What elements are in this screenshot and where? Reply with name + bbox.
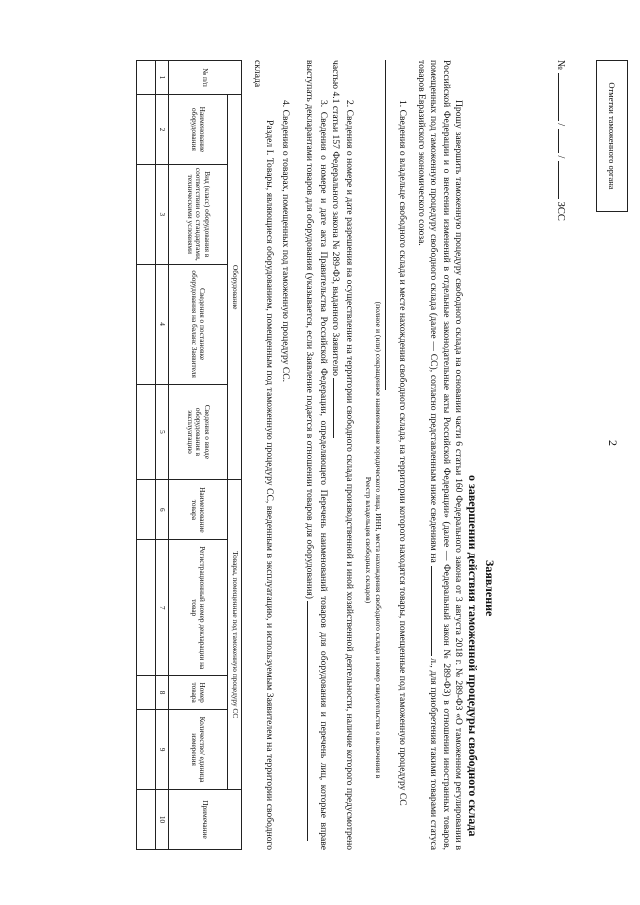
section-1-text: 1. Сведения о владельце свободного склада и месте нахождения свободного склада, на территории которого находятся товары, помещенные под таможенную процедуру СС [397, 100, 408, 806]
table-cell[interactable] [137, 164, 156, 264]
column-number: 4 [156, 264, 169, 384]
table-cell[interactable] [137, 480, 156, 540]
page-number: 2 [606, 440, 620, 446]
document-title: Заявление [483, 560, 497, 617]
column-number: 3 [156, 164, 169, 264]
table-column-numbers-row [156, 61, 169, 850]
section-4-heading: 4. Сведения о товарах, помещенных под таможенную процедуру СС. [280, 100, 291, 383]
registration-number-line [555, 60, 568, 221]
registration-blank-1[interactable] [558, 73, 568, 121]
goods-table [136, 60, 242, 850]
column-number: 5 [156, 384, 169, 480]
table-cell[interactable] [137, 264, 156, 384]
table-cell[interactable] [137, 61, 156, 95]
part-1-paragraph [252, 60, 275, 850]
table-cell[interactable] [137, 789, 156, 849]
table-header-cell: Наименование оборудования [169, 94, 228, 164]
section-2-blank[interactable] [333, 378, 343, 438]
customs-marks-label: Отметки таможенного органа [607, 82, 617, 190]
table-header-cell: Номер товара [169, 676, 228, 710]
registration-suffix: ЗСС [555, 201, 566, 221]
section-3-paragraph [304, 60, 329, 850]
section-2-text: 2. Сведения о номере и дате разрешения на осуществление на территории свободного склада производственной и иной хозяйственной деятельности, наличие которого предусмотрено частью 4.1 статьи 157 Федерального закона № 289-ФЗ, выданного Заявителю [330, 60, 355, 850]
registration-prefix: № [555, 60, 566, 71]
table-header-cell: Примечание [169, 789, 242, 849]
registration-blank-3[interactable] [558, 161, 568, 199]
table-header-cell: Сведения о постановке оборудования на баланс Заявителя [169, 264, 228, 384]
column-number: 6 [156, 480, 169, 540]
section-1-fill-line [382, 60, 395, 390]
column-number: 1 [156, 61, 169, 95]
column-number: 10 [156, 789, 169, 849]
section-2-paragraph [330, 60, 355, 850]
table-cell[interactable] [137, 384, 156, 480]
table-header-cell: Регистрационный номер декларации на товар [169, 540, 228, 676]
column-number: 7 [156, 540, 169, 676]
group-equipment-header: Оборудование [228, 94, 242, 479]
sheet-count-blank[interactable] [431, 566, 441, 656]
table-cell[interactable] [137, 540, 156, 676]
column-number: 2 [156, 94, 169, 164]
intro-text-2: л., для приобретения такими товарами статуса товаров Евразийского экономического союза. [416, 60, 439, 850]
group-goods-header: Товары, помещенные под таможенную процедуру СС [228, 480, 242, 790]
table-cell[interactable] [137, 94, 156, 164]
table-empty-row [137, 61, 156, 850]
section-1-heading [397, 100, 408, 852]
table-header-cell: Наименование товара [169, 480, 228, 540]
registration-sep-2: / [555, 155, 566, 159]
table-header-row [169, 61, 228, 850]
document-subtitle: о завершении действия таможенной процедуры свободного склада [466, 475, 480, 837]
section-1-blank[interactable] [385, 60, 395, 390]
intro-paragraph [416, 60, 464, 850]
part-1-text: Раздел I. Товары, являющиеся оборудованием, помещенным под таможенную процедуру СС, введенным в эксплуатацию, и используемым Заявителем на территории свободного склада [252, 60, 275, 850]
table-header-cell: № п/п [169, 61, 242, 95]
column-number: 8 [156, 676, 169, 710]
column-number: 9 [156, 710, 169, 790]
table-cell[interactable] [137, 676, 156, 710]
table-header-cell: Количество/ единица измерения [169, 710, 228, 790]
section-3-blank[interactable] [307, 601, 317, 841]
table-cell[interactable] [137, 710, 156, 790]
registration-sep-1: / [555, 123, 566, 127]
intro-text-1: Прошу завершить таможенную процедуру свободного склада на основании части 6 статьи 160 Федерального закона от 3 августа 2018 г. № 289-ФЗ «О таможенном регулировании в Российской Федерации и о внесении изменений в отдельные законодательные акты Российской Федерации» (далее — Федеральный закон № 289-ФЗ) в отношении иностранных товаров, помещенных под таможенную процедуру свободного склада (далее — СС), согласно представленным ниже сведениям на [427, 60, 464, 850]
table-header-cell: Сведения о вводе оборудования в эксплуатацию [169, 384, 228, 480]
table-header-cell: Вид (класс) оборудования в соответствии со стандартами, техническими условиями [169, 164, 228, 264]
registration-blank-2[interactable] [558, 129, 568, 153]
section-3-text: 3. Сведения о номере и дате акта Правительства Российской Федерации, определяющего Перечень наименований товаров для оборудования и перечень лиц, которые вправе выступать декларантами товаров для оборудования (указывается, если Заявление подается в отношении товаров для оборудования) [304, 60, 329, 850]
customs-marks-box [596, 60, 628, 212]
table-group-row [228, 61, 242, 850]
section-1-hint: (полное и (или) сокращенное наименование юридического лица, ИНН, места нахождения свободного склада и номер свидетельства о включении в Реестр владельцев свободных складов) [364, 301, 383, 779]
